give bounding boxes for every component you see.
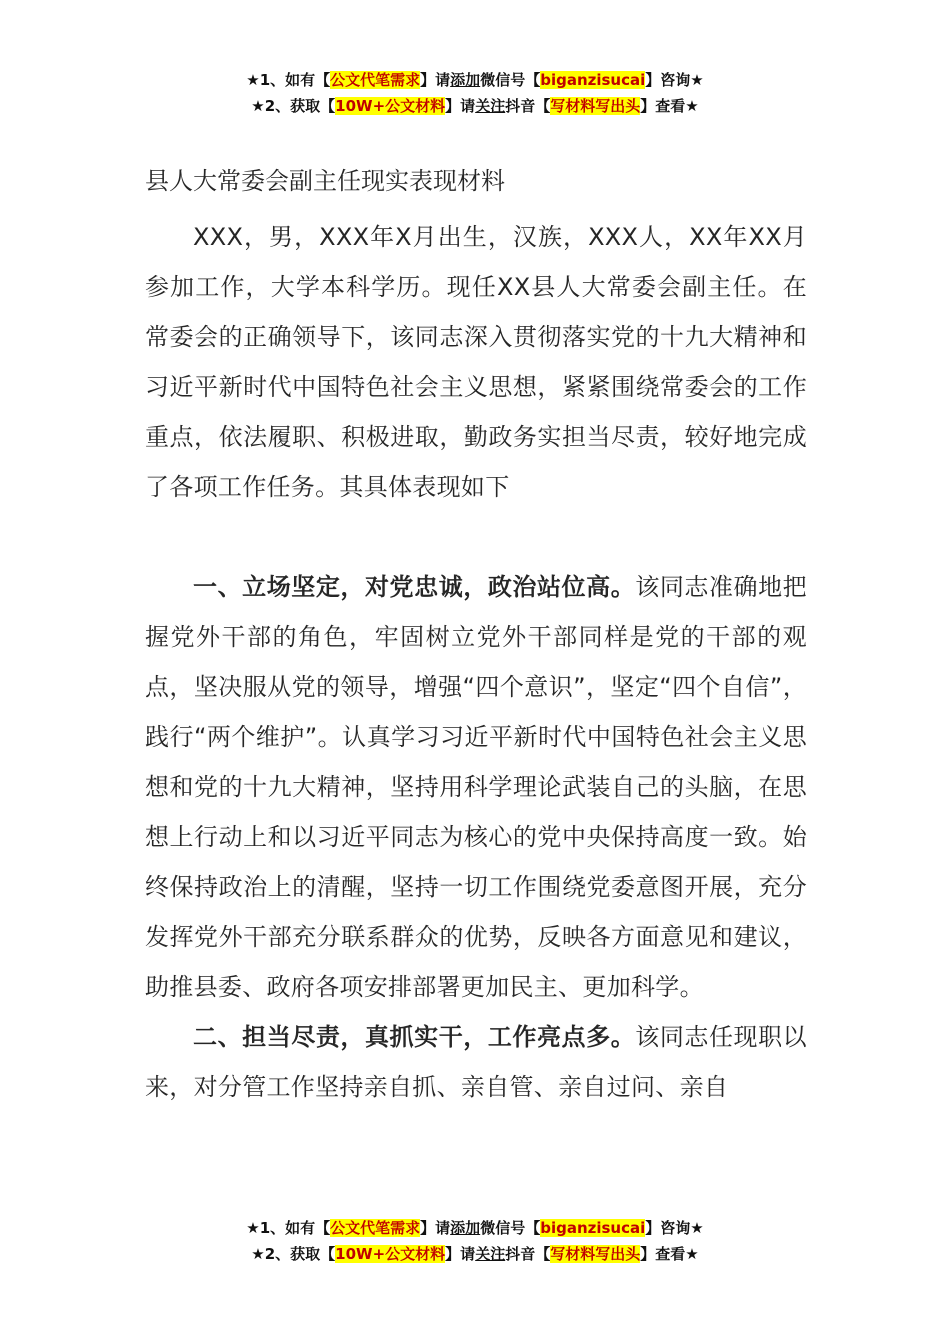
banner-text: 】查看 [640, 1245, 686, 1263]
section-1-paragraph [145, 562, 807, 1012]
banner-underlined: 关注 [475, 97, 506, 115]
banner-line-1 [0, 67, 950, 93]
highlight-wechat-id: biganzisucai [540, 1219, 646, 1237]
highlight-wechat-id: biganzisucai [540, 71, 646, 89]
banner-text: 1、如有【 [259, 71, 331, 89]
section-2-body: 该同志任现职以来，对分管工作坚持亲自抓、亲自管、亲自过问、亲自 [145, 1023, 807, 1101]
banner-text: 1、如有【 [259, 1219, 331, 1237]
highlight-materials: 10W+公文材料 [335, 1245, 446, 1263]
banner-text: 】请 [420, 1219, 451, 1237]
banner-text: 】请 [445, 97, 476, 115]
banner-text: 】咨询 [645, 1219, 691, 1237]
highlight-service: 公文代笔需求 [330, 1219, 421, 1237]
banner-text: 】咨询 [645, 71, 691, 89]
highlight-douyin-account: 写材料写出头 [550, 1245, 641, 1263]
banner-line-2 [0, 93, 950, 119]
banner-text: 微信号【 [480, 1219, 541, 1237]
star-icon: ★ [246, 71, 260, 89]
banner-text: 抖音【 [505, 1245, 551, 1263]
banner-text: 】请 [420, 71, 451, 89]
banner-underlined: 关注 [475, 1245, 506, 1263]
section-2-paragraph [145, 1012, 807, 1112]
banner-text: 抖音【 [505, 97, 551, 115]
banner-text: 2、获取【 [264, 1245, 336, 1263]
banner-text: 2、获取【 [264, 97, 336, 115]
intro-paragraph: XXX，男，XXX年X月出生，汉族，XXX人，XX年XX月参加工作，大学本科学历。现任XX县人大常委会副主任。在常委会的正确领导下，该同志深入贯彻落实党的十九大精神和习近平新时代中国特色社会主义思想，紧紧围绕常委会的工作重点，依法履职、积极进取，勤政务实担当尽责，较好地完成了各项工作任务。其具体表现如下 [145, 223, 807, 501]
star-icon: ★ [685, 1245, 699, 1263]
star-icon: ★ [690, 1219, 704, 1237]
banner-underlined: 添加 [450, 1219, 481, 1237]
header-banner [0, 67, 950, 119]
banner-line-1 [0, 1215, 950, 1241]
star-icon: ★ [246, 1219, 260, 1237]
document-title: 县人大常委会副主任现实表现材料 [145, 167, 505, 195]
document-body [145, 158, 807, 1112]
star-icon: ★ [685, 97, 699, 115]
banner-line-2 [0, 1241, 950, 1267]
star-icon: ★ [251, 1245, 265, 1263]
banner-text: 】查看 [640, 97, 686, 115]
highlight-materials: 10W+公文材料 [335, 97, 446, 115]
highlight-douyin-account: 写材料写出头 [550, 97, 641, 115]
footer-banner [0, 1215, 950, 1267]
banner-text: 微信号【 [480, 71, 541, 89]
section-1-heading: 一、立场坚定，对党忠诚，政治站位高。 [193, 573, 636, 601]
banner-underlined: 添加 [450, 71, 481, 89]
star-icon: ★ [690, 71, 704, 89]
section-2-heading: 二、担当尽责，真抓实干，工作亮点多。 [193, 1023, 636, 1051]
highlight-service: 公文代笔需求 [330, 71, 421, 89]
section-1-body: 该同志准确地把握党外干部的角色，牢固树立党外干部同样是党的干部的观点，坚决服从党的领导，增强“四个意识”，坚定“四个自信”，践行“两个维护”。认真学习习近平新时代中国特色社会主义思想和党的十九大精神，坚持用科学理论武装自己的头脑，在思想上行动上和以习近平同志为核心的党中央保持高度一致。始终保持政治上的清醒，坚持一切工作围绕党委意图开展，充分发挥党外干部充分联系群众的优势，反映各方面意见和建议，助推县委、政府各项安排部署更加民主、更加科学。 [145, 573, 807, 1001]
banner-text: 】请 [445, 1245, 476, 1263]
star-icon: ★ [251, 97, 265, 115]
